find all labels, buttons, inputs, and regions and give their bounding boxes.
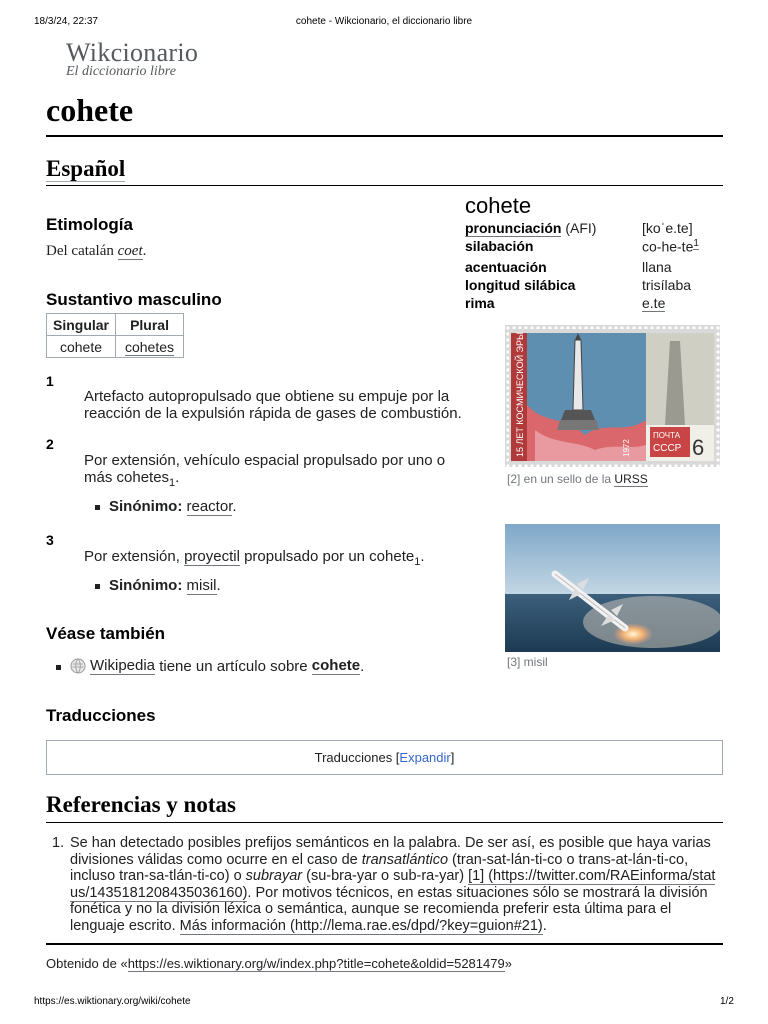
infobox-row-label: silabación: [465, 238, 534, 254]
page-title: cohete: [46, 92, 134, 128]
see-also-term-link[interactable]: cohete: [311, 657, 361, 674]
synonym-line: [109, 577, 221, 594]
retrieved-prefix: Obtenido de «: [46, 956, 128, 971]
translations-box-label: Traducciones [: [314, 750, 400, 765]
language-heading-text: Español: [46, 156, 126, 181]
ref-italic: subrayar: [245, 868, 303, 884]
translations-box-end: ]: [450, 750, 455, 765]
rhyme-link[interactable]: e.te: [642, 295, 666, 311]
reference-number: 1.: [52, 835, 65, 851]
accent-value: llana: [642, 259, 672, 275]
bullet: [95, 505, 100, 510]
stamp-country-line1: ПОЧТА: [653, 431, 681, 440]
infobox-title: cohete: [465, 193, 532, 218]
stamp-image[interactable]: [505, 325, 720, 467]
rae-link[interactable]: Más información (http://lema.rae.es/dpd/?key=guion#21): [179, 917, 543, 934]
language-heading: [46, 156, 125, 182]
print-footer-url: https://es.wiktionary.org/wiki/cohete: [34, 996, 191, 1007]
infobox-row-label: rima: [465, 295, 495, 311]
sense-text: propulsado por un cohete: [239, 548, 415, 565]
synonym-label: Sinónimo:: [109, 577, 183, 594]
pronunciation-label-link[interactable]: pronunciación: [465, 220, 562, 236]
urss-link[interactable]: URSS: [614, 472, 648, 486]
pronunciation-value: [koˈe.te]: [642, 220, 693, 236]
sense-number: 2: [46, 436, 54, 452]
footer-divider: [46, 943, 723, 945]
print-datetime: 18/3/24, 22:37: [34, 16, 98, 27]
synonym-link[interactable]: reactor: [186, 498, 233, 515]
see-also-text: tiene un artículo sobre: [155, 657, 312, 675]
ref-text: (su-bra-yar o sub-ra-yar): [302, 868, 469, 884]
sense-text: Por extensión, vehículo espacial propulsado por uno o más cohetes: [84, 452, 446, 486]
proyectil-link[interactable]: proyectil: [184, 548, 240, 565]
plural-link[interactable]: cohetes: [124, 338, 175, 355]
table-cell-plural: [116, 336, 184, 358]
see-also-end: .: [360, 657, 365, 675]
stamp-country-line2: СССР: [653, 443, 682, 454]
translations-heading: Traducciones: [46, 706, 156, 725]
bullet: [95, 584, 100, 589]
infobox-row-pronunciation: [465, 220, 596, 236]
twitter-link[interactable]: [1] (https://twitter.com/RAEinforma/status/1435181208435036160): [70, 868, 716, 901]
bullet: [56, 665, 61, 670]
sense-text: Por extensión,: [84, 548, 185, 565]
sense-text-end: .: [420, 548, 425, 565]
missile-caption: [3] misil: [507, 655, 548, 669]
print-doc-title: cohete - Wikcionario, el diccionario libre: [295, 16, 473, 27]
site-logo[interactable]: Wikcionario: [66, 38, 199, 67]
reference-text: [70, 835, 722, 934]
stamp-year: 1972: [622, 439, 631, 457]
wikipedia-globe-icon: [70, 658, 86, 674]
sense-definition: Artefacto autopropulsado que obtiene su empuje por la reacción de la expulsión rápida de gases de combustión.: [84, 388, 462, 422]
synonym-label: Sinónimo:: [109, 498, 183, 515]
sense-number: 1: [46, 373, 54, 389]
noun-heading: Sustantivo masculino: [46, 290, 222, 309]
sense-subscript: 1: [414, 556, 421, 568]
references-divider: [46, 822, 723, 823]
synonym-end: .: [232, 498, 237, 515]
infobox-row-label: longitud silábica: [465, 277, 576, 293]
syllabification-note-link[interactable]: 1: [693, 238, 699, 249]
sense-definition: [84, 548, 484, 571]
table-cell-singular: cohete: [47, 336, 116, 358]
sense-subscript: 1: [169, 477, 176, 489]
infobox-row-label: acentuación: [465, 259, 547, 275]
references-heading: Referencias y notas: [46, 792, 236, 817]
synonym-link[interactable]: misil: [186, 577, 217, 594]
ref-text-end: .: [542, 917, 547, 934]
stamp-value: 6: [692, 435, 705, 460]
sense-text-end: .: [175, 469, 180, 486]
syllabification-text: co-he-te: [642, 238, 694, 255]
synonym-line: [109, 498, 237, 515]
syllable-length-value: trisílaba: [642, 277, 692, 293]
table-header-plural: Plural: [116, 314, 184, 336]
table-header-singular: Singular: [47, 314, 116, 336]
retrieved-from: [46, 956, 512, 971]
ref-text: (tran-sat-lán-ti-co o trans-at-lán-ti-co, incluso tran-sa-tlán-ti-co) o: [70, 851, 689, 884]
ref-italic: transatlántico: [361, 851, 449, 868]
etymology-heading: Etimología: [46, 215, 133, 234]
afi-label: (AFI): [561, 220, 597, 236]
stamp-caption: [507, 472, 648, 486]
ref-text: Se han detectado posibles prefijos semánticos en la palabra. De ser así, es posible que haya varias divisiones válidas como ocurre en el caso de: [70, 835, 711, 868]
syllabification-value: [642, 238, 699, 255]
inflection-table: [46, 313, 184, 358]
sense-definition: [84, 452, 474, 492]
rhyme-value: [642, 295, 665, 311]
etymology-suffix: .: [142, 243, 147, 259]
wikipedia-link[interactable]: Wikipedia: [90, 657, 156, 674]
ref-text: . Por motivos técnicos, en estas situaciones sólo se mostrará la división fonética y no la división léxica o semántica, aunque se recomienda preferir esta última para el lenguaje escrito.: [70, 884, 708, 934]
retrieved-suffix: »: [504, 956, 512, 971]
synonym-end: .: [216, 577, 221, 594]
translations-box: [46, 740, 723, 775]
stamp-caption-text: [2] en un sello de la: [507, 472, 615, 486]
etymology-text: [46, 243, 146, 260]
missile-image[interactable]: [505, 524, 720, 652]
print-footer-page: 1/2: [720, 996, 734, 1007]
title-divider: [46, 135, 723, 137]
sense-number: 3: [46, 532, 54, 548]
expand-link[interactable]: Expandir: [399, 750, 451, 765]
etymology-prefix: Del catalán: [46, 243, 118, 259]
etymology-term-link[interactable]: coet: [117, 243, 143, 259]
site-tagline: El diccionario libre: [66, 64, 176, 79]
see-also-line: [70, 657, 364, 675]
see-also-heading: Véase también: [46, 624, 166, 643]
language-divider: [46, 185, 723, 186]
stamp-side-text: 15 ЛЕТ КОСМИЧЕСКОЙ ЭРЫ: [515, 332, 525, 457]
permanent-link[interactable]: https://es.wiktionary.org/w/index.php?title=cohete&oldid=5281479: [127, 956, 505, 971]
